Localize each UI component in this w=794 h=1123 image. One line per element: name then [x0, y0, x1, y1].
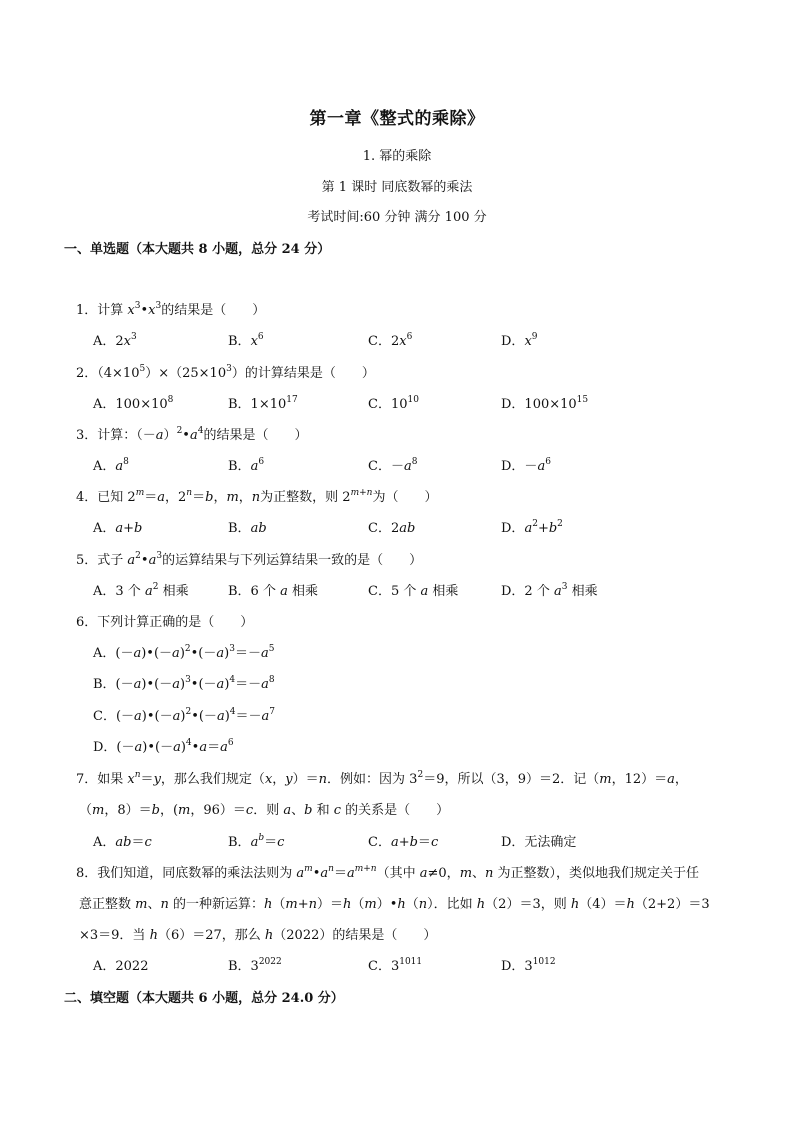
option-c[interactable]: C．$-a^8$	[368, 457, 418, 474]
question-8-stem-line-2: 意正整数 m、n 的一种新运算：h（m+n）＝h（m）•h（n）．比如 h（2）＝3，则 h（4）＝h（2+2）＝3	[79, 897, 710, 912]
option-b[interactable]: B．$3^{2022}$	[228, 957, 282, 974]
option-a[interactable]: A．a+b	[93, 521, 143, 536]
option-d[interactable]: D．$a^2+b^2$	[501, 519, 563, 536]
option-d[interactable]: D．$x^9$	[501, 332, 538, 349]
option-a[interactable]: A．ab＝c	[93, 835, 152, 850]
question-7-stem-line-2: （m，8）＝b，(m，96）＝c．则 a、b 和 c 的关系是（ ）	[79, 803, 450, 818]
option-d[interactable]: D．$-a^6$	[501, 457, 551, 474]
option-d[interactable]: D．$3^{1012}$	[501, 957, 556, 974]
question-8-stem-line-1: 8．我们知道，同底数幂的乘法法则为 $a^m•a^n=a^{m+n}$（其中 a≠0，m、n 为正整数），类似地我们规定关于任	[76, 864, 700, 881]
question-8-options	[93, 955, 733, 975]
exam-info: 考试时间:60 分钟 满分 100 分	[307, 210, 487, 225]
section-heading-single-choice: 一、单选题（本大题共 8 小题，总分 24 分）	[64, 242, 331, 257]
question-3-stem: 3．计算：$(-a)^2•a^4$的结果是（ ）	[76, 426, 308, 443]
question-6-stem: 6．下列计算正确的是（ ）	[76, 615, 254, 630]
option-c[interactable]: C．$(-a)•(-a)^2•(-a)^4=-a^7$	[93, 707, 276, 724]
question-1-stem: 1．计算 $x^3•x^3$的结果是（ ）	[76, 301, 266, 318]
section-heading-fill-blank: 二、填空题（本大题共 6 小题，总分 24.0 分）	[64, 991, 344, 1006]
option-c[interactable]: C．2ab	[368, 521, 416, 536]
lesson-subtitle: 第 1 课时 同底数幂的乘法	[321, 180, 473, 195]
question-3-options	[93, 455, 733, 475]
option-b[interactable]: B．6 个 a 相乘	[228, 584, 318, 599]
option-a[interactable]: A．3 个 $a^2$ 相乘	[93, 582, 189, 599]
option-a[interactable]: A．$2x^3$	[93, 332, 137, 349]
option-b[interactable]: B．$x^6$	[228, 332, 264, 349]
option-b[interactable]: B．$1\times 10^{17}$	[228, 395, 298, 412]
question-4-options	[93, 517, 733, 537]
question-2-options	[93, 393, 733, 413]
option-b[interactable]: B．ab	[228, 521, 267, 536]
option-c[interactable]: C．$2x^6$	[368, 332, 413, 349]
question-8-stem-line-3: ×3＝9．当 h（6）＝27，那么 h（2022）的结果是（ ）	[79, 928, 437, 943]
option-d[interactable]: D．无法确定	[501, 835, 577, 850]
section-subtitle: 1. 幂的乘除	[362, 149, 432, 164]
option-b[interactable]: B．$a^6$	[228, 457, 265, 474]
option-c[interactable]: C．a+b＝c	[368, 835, 439, 850]
option-c[interactable]: C．$10^{10}$	[368, 395, 419, 412]
option-b[interactable]: B．$a^b=c$	[228, 833, 285, 850]
option-d[interactable]: D．$(-a)•(-a)^4•a=a^6$	[93, 738, 234, 755]
option-c[interactable]: C．$3^{1011}$	[368, 957, 423, 974]
question-2-stem: 2．$(4\times 10^5)\times(25\times 10^3)$的计算结果是（ ）	[76, 364, 375, 381]
option-a[interactable]: A．$100\times 10^8$	[93, 395, 174, 412]
option-a[interactable]: A．$a^8$	[93, 457, 129, 474]
option-d[interactable]: D．2 个 $a^3$ 相乘	[501, 582, 598, 599]
question-5-options	[93, 580, 733, 600]
question-1-options	[93, 330, 733, 350]
question-4-stem: 4．已知 $2^m=a$，$2^n=b$，m，n为正整数，则 $2^{m+n}$为（ ）	[76, 488, 438, 505]
option-d[interactable]: D．$100\times 10^{15}$	[501, 395, 589, 412]
question-7-options	[93, 831, 733, 851]
option-b[interactable]: B．$(-a)•(-a)^3•(-a)^4=-a^8$	[93, 675, 275, 692]
page-title: 第一章《整式的乘除》	[309, 109, 485, 129]
question-5-stem: 5．式子 $a^2•a^3$的运算结果与下列运算结果一致的是（ ）	[76, 551, 423, 568]
question-7-stem-line-1: 7．如果 $x^n=y$，那么我们规定（x，y）＝n．例如：因为 $3^2=9$，所以（3，9）＝2．记（m，12）＝a，	[76, 770, 688, 787]
option-c[interactable]: C．5 个 a 相乘	[368, 584, 459, 599]
option-a[interactable]: A．2022	[93, 959, 149, 974]
option-a[interactable]: A．$(-a)•(-a)^2•(-a)^3=-a^5$	[93, 644, 275, 661]
